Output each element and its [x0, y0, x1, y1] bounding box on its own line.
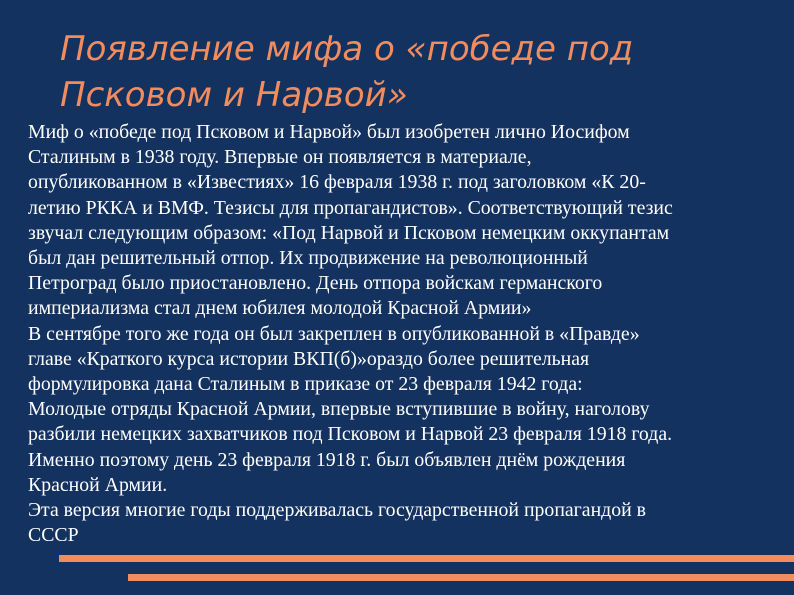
- body-line: империализма стал днем юбилея молодой Красной Армии»: [28, 297, 532, 320]
- slide-title-line: Появление мифа о «победе под: [60, 29, 634, 69]
- decorative-bar-bottom: [128, 574, 794, 581]
- decorative-bar-top: [59, 555, 794, 562]
- body-line: Миф о «победе под Псковом и Нарвой» был изобретен лично Иосифом: [28, 121, 630, 143]
- body-line: Петроград было приостановлено. День отпора войскам германского: [28, 272, 603, 295]
- body-line: Сталиным в 1938 году. Впервые он появляется в материале,: [28, 146, 532, 169]
- body-line: СССР: [28, 524, 79, 547]
- body-line: звучал следующим образом: «Под Нарвой и Псковом немецким оккупантам: [28, 221, 670, 244]
- body-line: Именно поэтому день 23 февраля 1918 г. был объявлен днём рождения: [28, 448, 626, 471]
- slide-body-text: [28, 120, 778, 548]
- body-line: Молодые отряды Красной Армии, впервые вступившие в войну, наголову: [28, 398, 650, 421]
- body-line: формулировка дана Сталиным в приказе от 23 февраля 1942 года:: [28, 373, 583, 396]
- slide-title-line: Псковом и Нарвой»: [60, 75, 408, 115]
- body-line: был дан решительный отпор. Их продвижение на революционный: [28, 247, 588, 270]
- body-line: В сентябре того же года он был закреплен в опубликованной в «Правде»: [28, 322, 640, 345]
- body-line: опубликованном в «Известиях» 16 февраля 1938 г. под заголовком «К 20-: [28, 171, 646, 194]
- slide-title: [60, 26, 780, 118]
- body-line: Красной Армии.: [28, 473, 168, 496]
- body-line: Эта версия многие годы поддерживалась государственной пропагандой в: [28, 499, 646, 522]
- body-line: летию РККА и ВМФ. Тезисы для пропагандистов». Соответствующий тезис: [28, 196, 673, 219]
- body-line: разбили немецких захватчиков под Псковом и Нарвой 23 февраля 1918 года.: [28, 423, 673, 446]
- body-line: главе «Краткого курса истории ВКП(б)»оразд​о более решительная: [28, 347, 590, 370]
